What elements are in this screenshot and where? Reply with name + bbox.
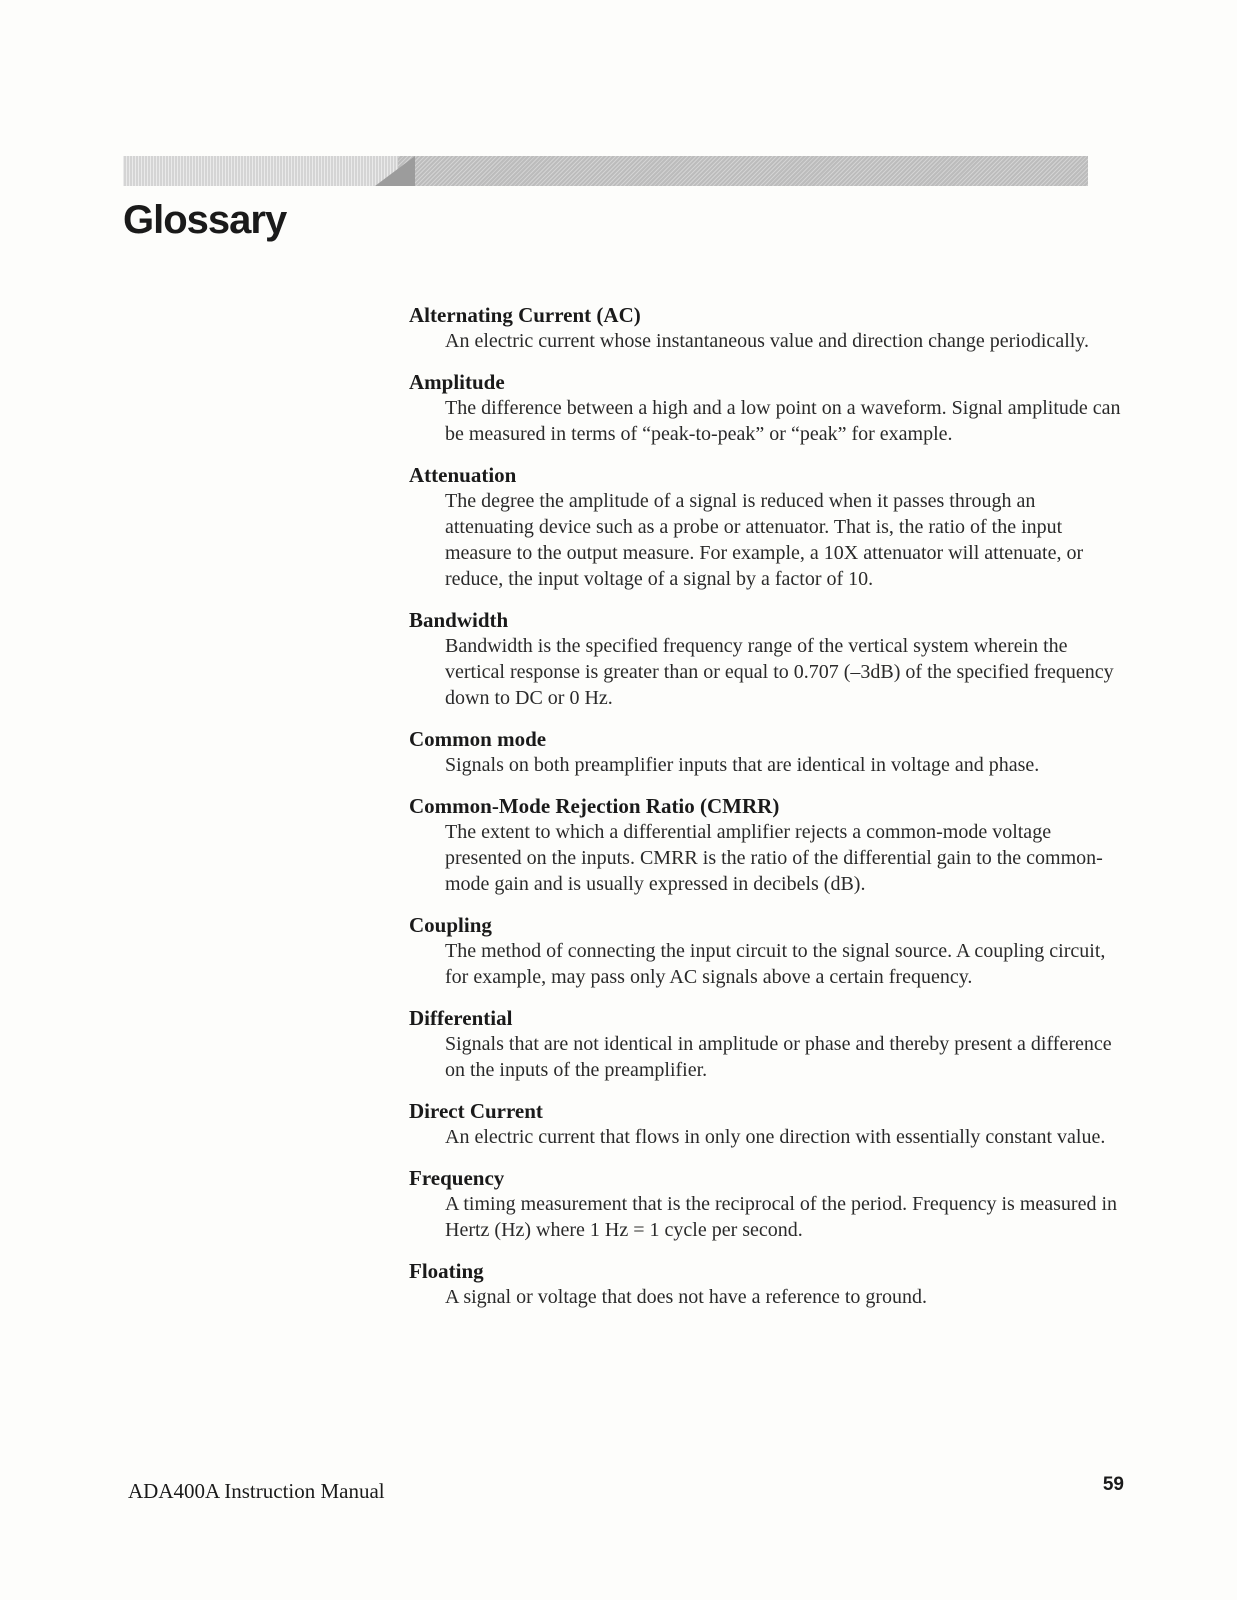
footer-page-number: 59 xyxy=(1102,1474,1124,1495)
glossary-term: Alternating Current (AC) xyxy=(409,303,641,327)
glossary-entry xyxy=(409,302,1124,354)
glossary-term: Direct Current xyxy=(409,1099,543,1123)
glossary-term: Attenuation xyxy=(409,463,517,487)
page-title: Glossary xyxy=(123,198,287,242)
glossary-term: Amplitude xyxy=(409,370,505,394)
glossary-definition: An electric current whose instantaneous value and direction change periodically. xyxy=(445,330,1090,352)
glossary-definition: Signals that are not identical in amplitude or phase and thereby present a difference on the inputs of the preamplifier. xyxy=(445,1033,1112,1081)
glossary-entry xyxy=(409,1005,1124,1083)
glossary-definition: An electric current that flows in only one direction with essentially constant value. xyxy=(445,1126,1106,1148)
glossary-term: Frequency xyxy=(409,1166,505,1190)
glossary-term: Common-Mode Rejection Ratio (CMRR) xyxy=(409,794,780,818)
glossary-definition: The method of connecting the input circuit to the signal source. A coupling circuit, for example, may pass only AC signals above a certain frequency. xyxy=(445,940,1106,988)
glossary-entry xyxy=(409,793,1124,897)
glossary-entry xyxy=(409,1098,1124,1150)
header-bar-light-section xyxy=(123,156,398,186)
glossary-term: Common mode xyxy=(409,727,547,751)
glossary-entry xyxy=(409,369,1124,447)
glossary-term: Bandwidth xyxy=(409,608,509,632)
header-bar-slant xyxy=(375,156,415,186)
glossary-definition: Bandwidth is the specified frequency range of the vertical system wherein the vertical response is greater than or equal to 0.707 (–3dB) of the specified frequency down to DC or 0 Hz. xyxy=(445,635,1114,709)
glossary-definition: The extent to which a differential amplifier rejects a common-mode voltage presented on the inputs. CMRR is the ratio of the differential gain to the common-mode gain and is usually expressed in decibels (dB). xyxy=(445,821,1103,895)
glossary-entry xyxy=(409,1165,1124,1243)
glossary-definition: A signal or voltage that does not have a reference to ground. xyxy=(445,1286,928,1308)
glossary-entry xyxy=(409,1258,1124,1310)
footer-manual-title: ADA400A Instruction Manual xyxy=(128,1479,385,1503)
glossary-entry xyxy=(409,726,1124,778)
glossary-entry xyxy=(409,462,1124,592)
glossary-definition: The degree the amplitude of a signal is reduced when it passes through an attenuating device such as a probe or attenuator. That is, the ratio of the input measure to the output measure. For example, a 10X attenuator will attenuate, or reduce, the input voltage of a signal by a factor of 10. xyxy=(445,490,1084,590)
glossary-definition: The difference between a high and a low point on a waveform. Signal amplitude can be measured in terms of “peak-to-peak” or “peak” for example. xyxy=(445,397,1121,445)
glossary-entry xyxy=(409,607,1124,711)
glossary-definition: Signals on both preamplifier inputs that are identical in voltage and phase. xyxy=(445,754,1040,776)
glossary-term: Differential xyxy=(409,1006,513,1030)
glossary-term: Floating xyxy=(409,1259,484,1283)
glossary-term: Coupling xyxy=(409,913,492,937)
glossary-entry xyxy=(409,912,1124,990)
chapter-header-bar xyxy=(123,156,1088,186)
glossary-list xyxy=(409,302,1124,1325)
glossary-definition: A timing measurement that is the reciprocal of the period. Frequency is measured in Hertz (Hz) where 1 Hz = 1 cycle per second. xyxy=(445,1193,1118,1241)
